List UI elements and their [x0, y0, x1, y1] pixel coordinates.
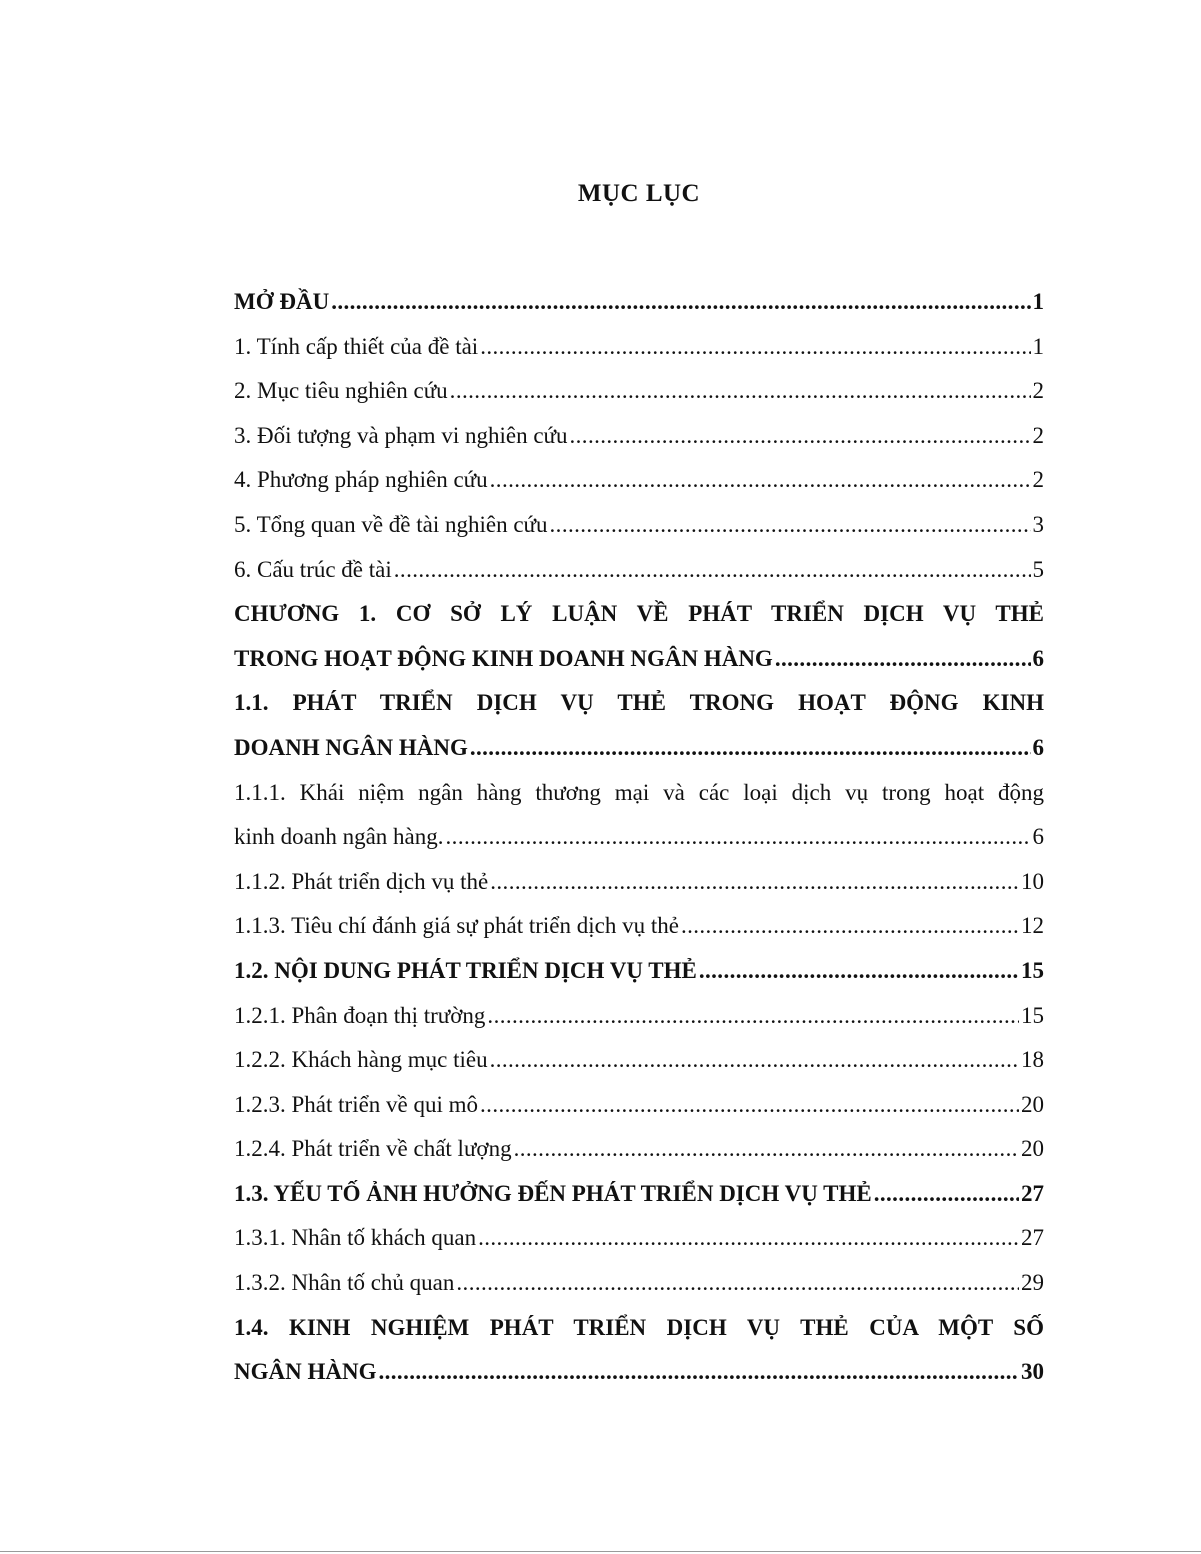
toc-entry[interactable]	[234, 860, 1044, 905]
toc-entry-title: 1.3.2. Nhân tố chủ quan	[234, 1270, 455, 1296]
toc-page-number: 30	[1021, 1359, 1044, 1385]
toc-entry-title-line: 1.1. PHÁT TRIỂN DỊCH VỤ THẺ TRONG HOẠT ĐỘNG KINH	[234, 690, 1044, 716]
toc-page-number: 27	[1021, 1225, 1044, 1251]
dot-leader	[681, 904, 1019, 949]
toc-page-number: 6	[1032, 645, 1044, 671]
toc-entry[interactable]	[234, 369, 1044, 414]
toc-entry-title: 1.1.2. Phát triển dịch vụ thẻ	[234, 868, 489, 894]
dot-leader	[490, 458, 1031, 503]
toc-page-number: 2	[1032, 378, 1044, 404]
dot-leader	[699, 949, 1019, 994]
toc-page-number: 5	[1032, 556, 1044, 582]
toc-entry-title: 4. Phương pháp nghiên cứu	[234, 467, 488, 493]
toc-page-number: 15	[1021, 957, 1044, 983]
page-title: MỤC LỤC	[577, 180, 701, 207]
toc-entry-title: 1.3. YẾU TỐ ẢNH HƯỞNG ĐẾN PHÁT TRIỂN DỊCH VỤ THẺ	[234, 1180, 872, 1206]
toc-entry-title: 3. Đối tượng và phạm vi nghiên cứu	[234, 422, 568, 448]
toc-entry[interactable]	[234, 458, 1044, 503]
toc-page-number: 12	[1021, 913, 1044, 939]
toc-entry[interactable]	[234, 1261, 1044, 1306]
dot-leader	[446, 815, 1031, 860]
bottom-divider	[0, 1551, 1201, 1552]
dot-leader	[450, 369, 1031, 414]
toc-entry[interactable]	[234, 592, 1044, 681]
toc-page-number: 2	[1032, 422, 1044, 448]
toc-entry-title: 1.3.1. Nhân tố khách quan	[234, 1225, 477, 1251]
toc-entry[interactable]	[234, 994, 1044, 1039]
toc-page-number: 20	[1021, 1136, 1044, 1162]
toc-entry[interactable]	[234, 1127, 1044, 1172]
toc-entry[interactable]	[234, 548, 1044, 593]
toc-entry-title: MỞ ĐẦU	[234, 289, 330, 314]
dot-leader	[487, 994, 1019, 1039]
toc-page-number: 1	[1032, 333, 1044, 359]
toc-page-number: 3	[1032, 511, 1044, 537]
toc-entry[interactable]	[234, 1216, 1044, 1261]
toc-entry[interactable]	[234, 503, 1044, 548]
toc-entry[interactable]	[234, 414, 1044, 459]
dot-leader	[378, 1350, 1019, 1395]
toc-entry[interactable]	[234, 325, 1044, 370]
dot-leader	[874, 1172, 1019, 1217]
toc-entry[interactable]	[234, 1172, 1044, 1217]
dot-leader	[470, 726, 1031, 771]
dot-leader	[490, 860, 1019, 905]
toc-entry[interactable]	[234, 280, 1044, 325]
toc-page-number: 1	[1032, 289, 1044, 314]
toc-page-number: 6	[1032, 734, 1044, 760]
dot-leader	[456, 1261, 1019, 1306]
toc-entry[interactable]	[234, 1306, 1044, 1395]
toc-page-number: 18	[1021, 1047, 1044, 1073]
toc-entry[interactable]	[234, 1038, 1044, 1083]
dot-leader	[478, 1216, 1019, 1261]
dot-leader	[514, 1127, 1019, 1172]
toc-page-number: 27	[1021, 1180, 1044, 1206]
dot-leader	[775, 637, 1031, 682]
toc-entry-title: kinh doanh ngân hàng.	[234, 824, 444, 850]
toc-entry-title: TRONG HOẠT ĐỘNG KINH DOANH NGÂN HÀNG	[234, 645, 773, 671]
toc-entry-title: 1.2.4. Phát triển về chất lượng	[234, 1136, 512, 1162]
toc-entry-title: 1.2.2. Khách hàng mục tiêu	[234, 1047, 488, 1073]
toc-entry[interactable]	[234, 904, 1044, 949]
toc-entry[interactable]	[234, 1083, 1044, 1128]
toc-page-number: 15	[1021, 1002, 1044, 1028]
toc-entry-title: 1.2.1. Phân đoạn thị trường	[234, 1002, 486, 1028]
toc-entry-title: 1.2.3. Phát triển về qui mô	[234, 1091, 479, 1117]
toc-page-number: 29	[1021, 1270, 1044, 1296]
dot-leader	[480, 325, 1030, 370]
toc-entry[interactable]	[234, 949, 1044, 994]
dot-leader	[550, 503, 1031, 548]
dot-leader	[480, 1083, 1019, 1128]
dot-leader	[490, 1038, 1019, 1083]
toc-entry-title: 6. Cấu trúc đề tài	[234, 556, 392, 582]
toc-entry[interactable]	[234, 681, 1044, 770]
toc-entry-title: 1.2. NỘI DUNG PHÁT TRIỂN DỊCH VỤ THẺ	[234, 957, 697, 983]
toc-entry-title-line: 1.4. KINH NGHIỆM PHÁT TRIỂN DỊCH VỤ THẺ CỦA MỘT SỐ	[234, 1314, 1044, 1340]
toc-entry-title-line: 1.1.1. Khái niệm ngân hàng thương mại và các loại dịch vụ trong hoạt động	[234, 779, 1044, 805]
toc-page-number: 2	[1032, 467, 1044, 493]
toc-entry-title: NGÂN HÀNG	[234, 1359, 377, 1385]
toc-entry-title: 5. Tổng quan về đề tài nghiên cứu	[234, 511, 548, 537]
toc-entry-title: DOANH NGÂN HÀNG	[234, 734, 468, 760]
toc-entry[interactable]	[234, 771, 1044, 860]
dot-leader	[394, 548, 1031, 593]
toc-page-number: 6	[1032, 824, 1044, 850]
toc-page-number: 10	[1021, 868, 1044, 894]
dot-leader	[331, 280, 1030, 325]
toc-page-number: 20	[1021, 1091, 1044, 1117]
dot-leader	[570, 414, 1031, 459]
toc-entry-title: 2. Mục tiêu nghiên cứu	[234, 378, 448, 404]
toc-entry-title: 1. Tính cấp thiết của đề tài	[234, 333, 479, 359]
toc-entry-title: 1.1.3. Tiêu chí đánh giá sự phát triển dịch vụ thẻ	[234, 913, 679, 939]
table-of-contents	[234, 280, 1044, 1395]
toc-entry-title-line: CHƯƠNG 1. CƠ SỞ LÝ LUẬN VỀ PHÁT TRIỂN DỊCH VỤ THẺ	[234, 601, 1044, 627]
